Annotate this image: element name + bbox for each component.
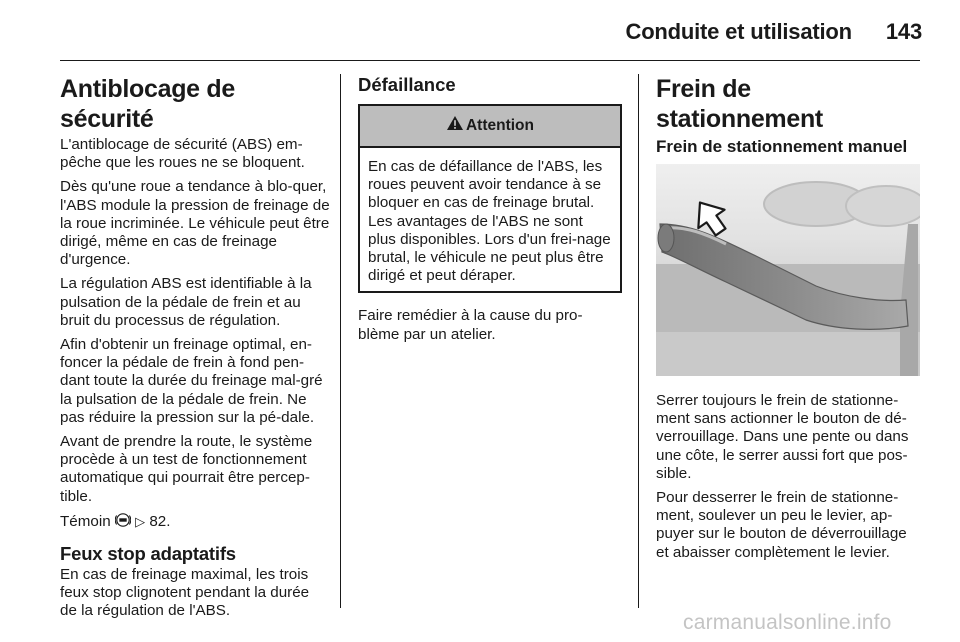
- attention-body: [360, 148, 620, 291]
- attention-header: [360, 106, 620, 148]
- warning-triangle-icon: [446, 115, 464, 136]
- column-divider-2: [638, 74, 639, 608]
- column-defaillance: [358, 74, 622, 350]
- abs-paragraph-5: Avant de prendre la route, le système procède à un test de fonctionnement automatique qui pourrait être percep-tible.: [60, 433, 313, 505]
- parking-brake-paragraph-2: Pour desserrer le frein de stationne-ment, soulever un peu le levier, ap-puyer sur le bouton de déverrouillage et abaisser complètement le levier.: [656, 489, 907, 561]
- defaillance-paragraph: Faire remédier à la cause du pro-blème par un atelier.: [358, 307, 583, 343]
- page-reference-arrow-icon: ▷: [135, 513, 146, 529]
- column-frein-stationnement: [656, 74, 922, 568]
- temoin-label: Témoin: [60, 512, 111, 530]
- watermark-text: carmanualsonline.info: [683, 611, 892, 634]
- temoin-page-ref: 82.: [149, 512, 171, 530]
- abs-warning-icon: [115, 512, 131, 533]
- handbrake-lever-photo: [656, 164, 920, 376]
- manual-parking-brake-subtitle: Frein de stationnement manuel: [656, 137, 908, 156]
- temoin-line: [60, 512, 330, 533]
- parking-brake-paragraph-1: Serrer toujours le frein de stationne-ment sans actionner le bouton de dé-verrouillage. Dans une pente ou dans une côte, le serrer aussi fort que pos-sible.: [656, 392, 909, 482]
- attention-text: En cas de défaillance de l'ABS, les roues peuvent avoir tendance à se bloquer en cas de freinage brutal. Les avantages de l'ABS ne sont plus disponibles. Lors d'un frei-nage brutal, le véhicule ne peut plus être dirigé et peut déraper.: [368, 158, 611, 285]
- section-title: Conduite et utilisation: [625, 19, 852, 44]
- parking-brake-title: Frein de stationnement: [656, 75, 823, 133]
- page-number: 143: [885, 19, 922, 44]
- attention-box: [358, 104, 622, 293]
- column-divider-1: [340, 74, 341, 608]
- feux-stop-subtitle: Feux stop adaptatifs: [60, 543, 236, 565]
- header-divider: [60, 60, 920, 61]
- abs-paragraph-3: La régulation ABS est identifiable à la pulsation de la pédale de frein et au bruit du processus de régulation.: [60, 275, 312, 329]
- abs-paragraph-2: Dès qu'une roue a tendance à blo-quer, l'ABS module la pression de freinage de la roue incriminée. Le véhicule peut être dirigé, même en cas de freinage d'urgence.: [60, 178, 330, 269]
- page-header: [626, 14, 923, 50]
- abs-paragraph-4: Afin d'obtenir un freinage optimal, en-foncer la pédale de frein à fond pen-dant toute la durée du freinage mal-gré la pulsation de la pédale de frein. Ne pas réduire la pression sur la pé-dale.: [60, 336, 323, 426]
- defaillance-title: Défaillance: [358, 74, 456, 95]
- column-abs: [60, 74, 330, 627]
- feux-stop-paragraph: En cas de freinage maximal, les trois feux stop clignotent pendant la durée de la régulation de l'ABS.: [60, 566, 310, 620]
- attention-heading: Attention: [465, 116, 534, 134]
- abs-title: Antiblocage de sécurité: [60, 75, 235, 133]
- abs-paragraph-1: L'antiblocage de sécurité (ABS) em-pêche que les roues ne se bloquent.: [60, 136, 305, 172]
